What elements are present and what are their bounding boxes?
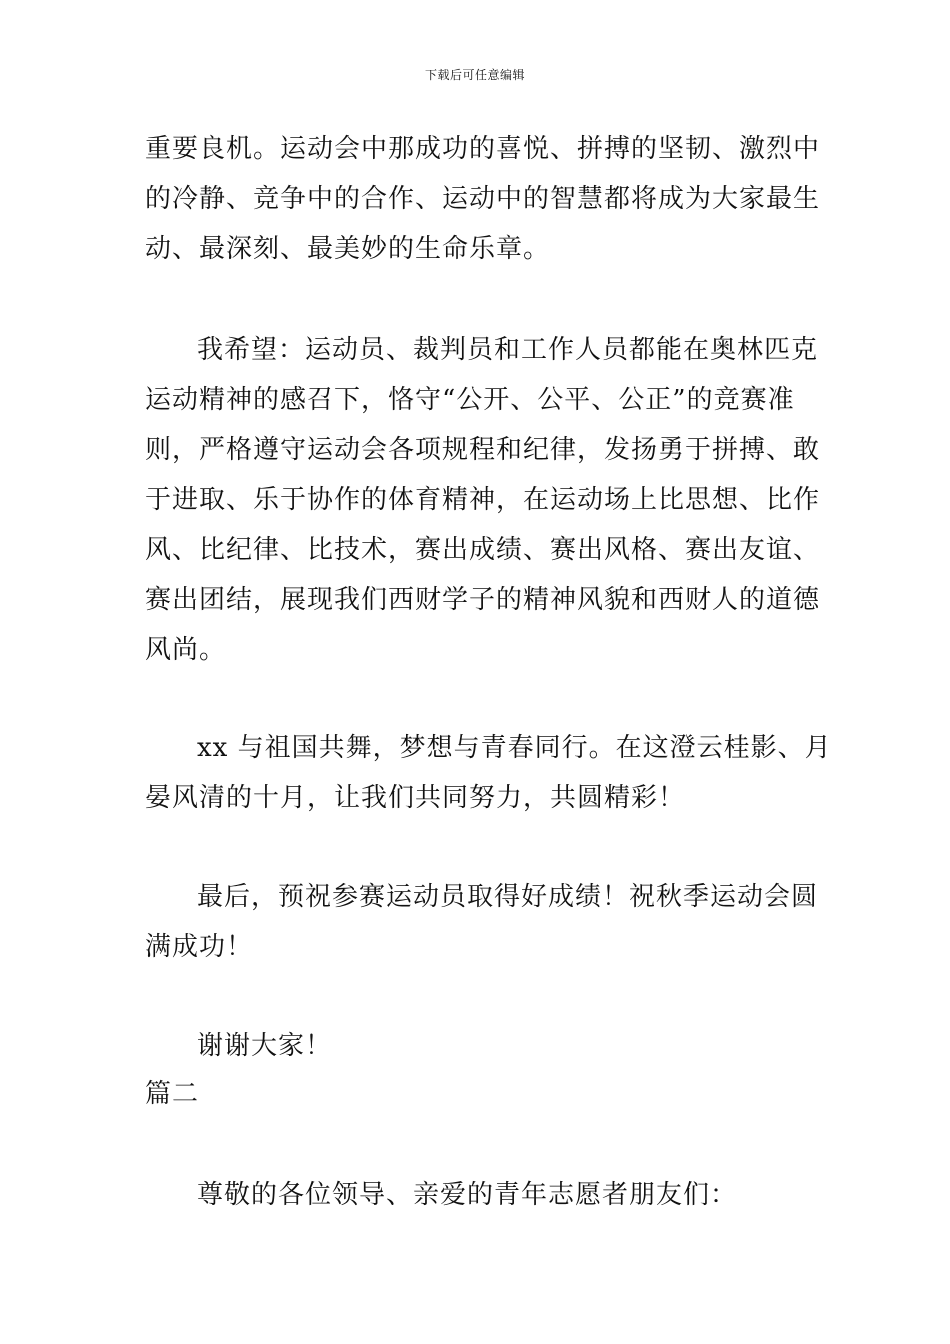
paragraph-line: 重要良机。运动会中那成功的喜悦、拼搏的坚韧、激烈中 — [145, 134, 821, 164]
paragraph-line: 赛出团结，展现我们西财学子的精神风貌和西财人的道德 — [145, 585, 821, 615]
section-title: 篇二 — [145, 1079, 200, 1109]
paragraph-line: 风、比纪律、比技术，赛出成绩、赛出风格、赛出友谊、 — [145, 535, 821, 565]
paragraph-line: 于进取、乐于协作的体育精神，在运动场上比思想、比作 — [145, 485, 821, 515]
paragraph-line: 动、最深刻、最美妙的生命乐章。 — [145, 234, 551, 264]
paragraph-line: 则，严格遵守运动会各项规程和纪律，发扬勇于拼搏、敢 — [145, 435, 821, 465]
paragraph-line: 晏风清的十月，让我们共同努力，共圆精彩！ — [145, 783, 686, 813]
closing-line: 谢谢大家！ — [197, 1031, 333, 1061]
paragraph-line: 的冷静、竞争中的合作、运动中的智慧都将成为大家最生 — [145, 184, 821, 214]
paragraph-line: 运动精神的感召下，恪守“公开、公平、公正”的竞赛准 — [145, 385, 795, 415]
salutation-line: 尊敬的各位领导、亲爱的青年志愿者朋友们： — [197, 1180, 738, 1210]
paragraph-line: 最后，预祝参赛运动员取得好成绩！祝秋季运动会圆 — [197, 882, 819, 912]
paragraph-line: xx 与祖国共舞，梦想与青春同行。在这澄云桂影、月 — [197, 733, 832, 763]
paragraph-line: 风尚。 — [145, 635, 227, 665]
paragraph-line: 满成功！ — [145, 932, 254, 962]
paragraph-line: 我希望：运动员、裁判员和工作人员都能在奥林匹克 — [197, 335, 819, 365]
page-header: 下载后可任意编辑 — [424, 68, 525, 82]
